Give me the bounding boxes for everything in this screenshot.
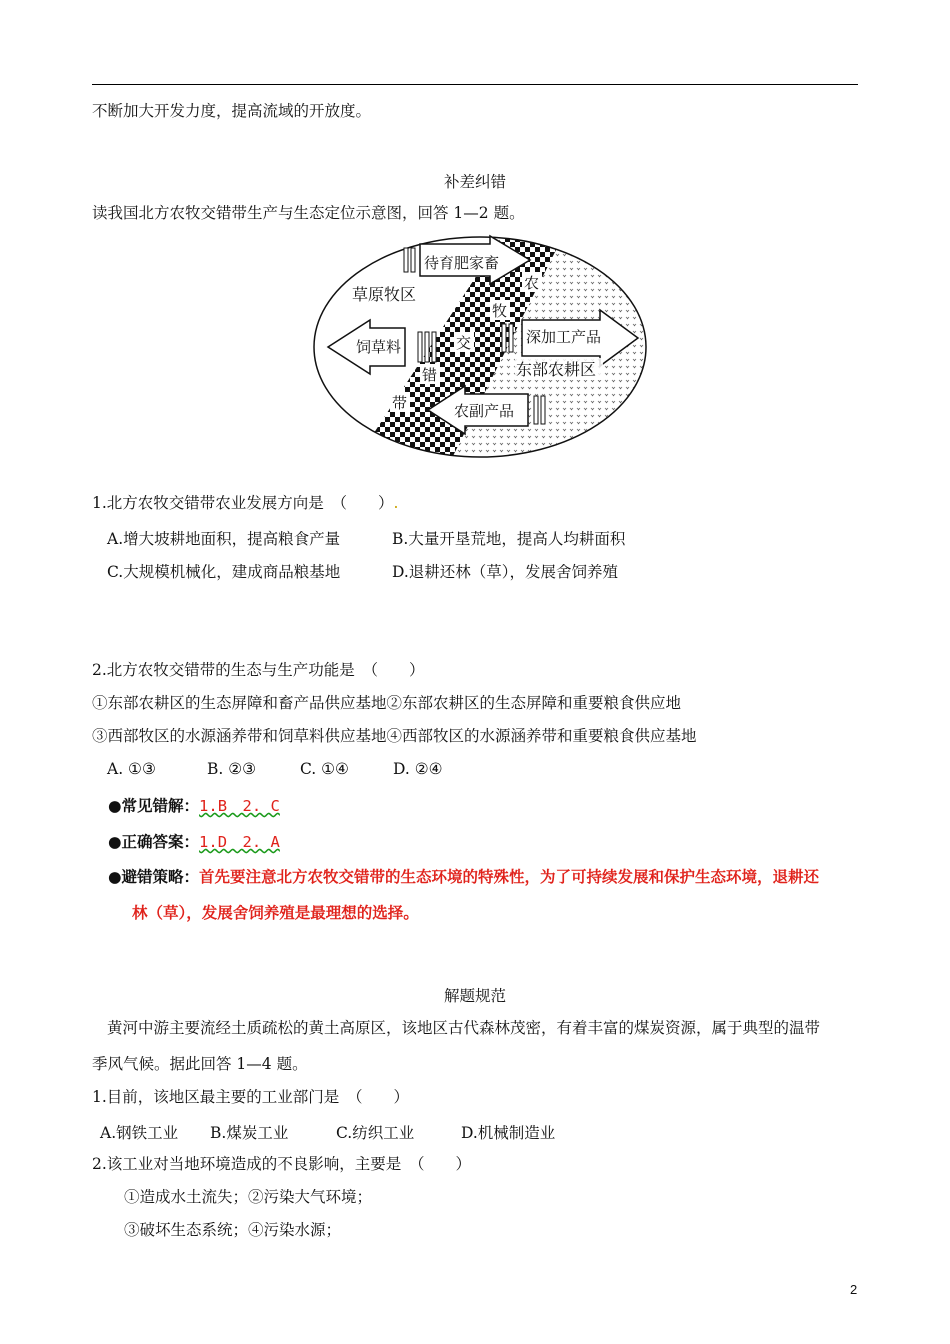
q1-option-a[interactable]: A.增大坡耕地面积，提高粮食产量 [107,530,341,548]
band-char-4: 错 [422,366,438,384]
band-char-2: 牧 [492,302,508,320]
q1-option-b[interactable]: B.大量开垦荒地，提高人均耕面积 [392,530,626,548]
band-char-1: 农 [524,274,540,292]
strategy-text-2: 林（草），发展舍饲养殖是最理想的选择。 [132,904,419,922]
s2-question-2-stem: 2.该工业对当地环境造成的不良影响，主要是 （ ） [92,1155,472,1173]
strategy-label: ●避错策略： [108,868,200,886]
s2-question-1-stem: 1.目前，该地区最主要的工业部门是 （ ） [92,1088,410,1106]
q2-option-b[interactable]: B. ②③ [207,760,257,778]
label-farmland: 东部农耕区 [516,360,597,379]
common-mistake-label: ●常见错解： [108,797,200,815]
correct-answer-value: 1.D 2. A [199,833,280,851]
page-number: 2 [850,1282,858,1297]
s2-q1-option-b[interactable]: B.煤炭工业 [210,1124,289,1142]
q2-item-line-1: ①东部农耕区的生态屏障和畜产品供应基地②东部农耕区的生态屏障和重要粮食供应地 [92,694,682,712]
agro-pastoral-diagram [310,232,650,462]
s2-q1-option-a[interactable]: A.钢铁工业 [100,1124,179,1142]
band-char-3: 交 [456,334,472,352]
question-2-stem: 2.北方农牧交错带的生态与生产功能是 （ ） [92,661,425,679]
strategy-row [108,867,819,887]
common-mistake-row [108,796,280,816]
label-feed: 饲草料 [356,338,402,356]
label-processed: 深加工产品 [526,328,602,346]
label-livestock: 待育肥家畜 [424,254,500,272]
q2-option-d[interactable]: D. ②④ [393,760,443,778]
label-grassland: 草原牧区 [352,285,417,304]
section-heading-norms: 解题规范 [443,987,506,1005]
s2-q1-option-d[interactable]: D.机械制造业 [461,1124,556,1142]
correct-answer-row [108,832,280,852]
q1-option-d[interactable]: D.退耕还林（草），发展舍饲养殖 [392,563,619,581]
s2-q2-item-1: ①造成水土流失；②污染大气环境； [124,1188,373,1206]
section-intro: 读我国北方农牧交错带生产与生态定位示意图，回答 1—2 题。 [92,204,525,222]
previous-text: 不断加大开发力度，提高流域的开放度。 [92,102,372,120]
question-1-stem: 1.北方农牧交错带农业发展方向是 （ ）. [92,494,399,512]
common-mistake-value: 1.B 2. C [199,797,280,815]
section-heading-corrections: 补差纠错 [443,173,506,191]
section2-intro-1: 黄河中游主要流经土质疏松的黄土高原区，该地区古代森林茂密，有着丰富的煤炭资源，属于典型的温带 [107,1019,821,1037]
strategy-text-1: 首先要注意北方农牧交错带的生态环境的特殊性，为了可持续发展和保护生态环境，退耕还 [199,868,820,886]
s2-q1-option-c[interactable]: C.纺织工业 [336,1124,415,1142]
band-char-5: 带 [392,394,408,412]
label-sideline: 农副产品 [454,402,515,420]
section2-intro-2: 季风气候。据此回答 1—4 题。 [92,1055,308,1073]
q1-option-c[interactable]: C.大规模机械化，建成商品粮基地 [107,563,341,581]
q2-option-a[interactable]: A. ①③ [107,760,156,778]
correct-answer-label: ●正确答案： [108,833,200,851]
s2-q2-item-2: ③破坏生态系统；④污染水源； [124,1221,342,1239]
q2-item-line-2: ③西部牧区的水源涵养带和饲草料供应基地④西部牧区的水源涵养带和重要粮食供应基地 [92,727,697,745]
q2-option-c[interactable]: C. ①④ [300,760,349,778]
header-rule [92,84,858,85]
